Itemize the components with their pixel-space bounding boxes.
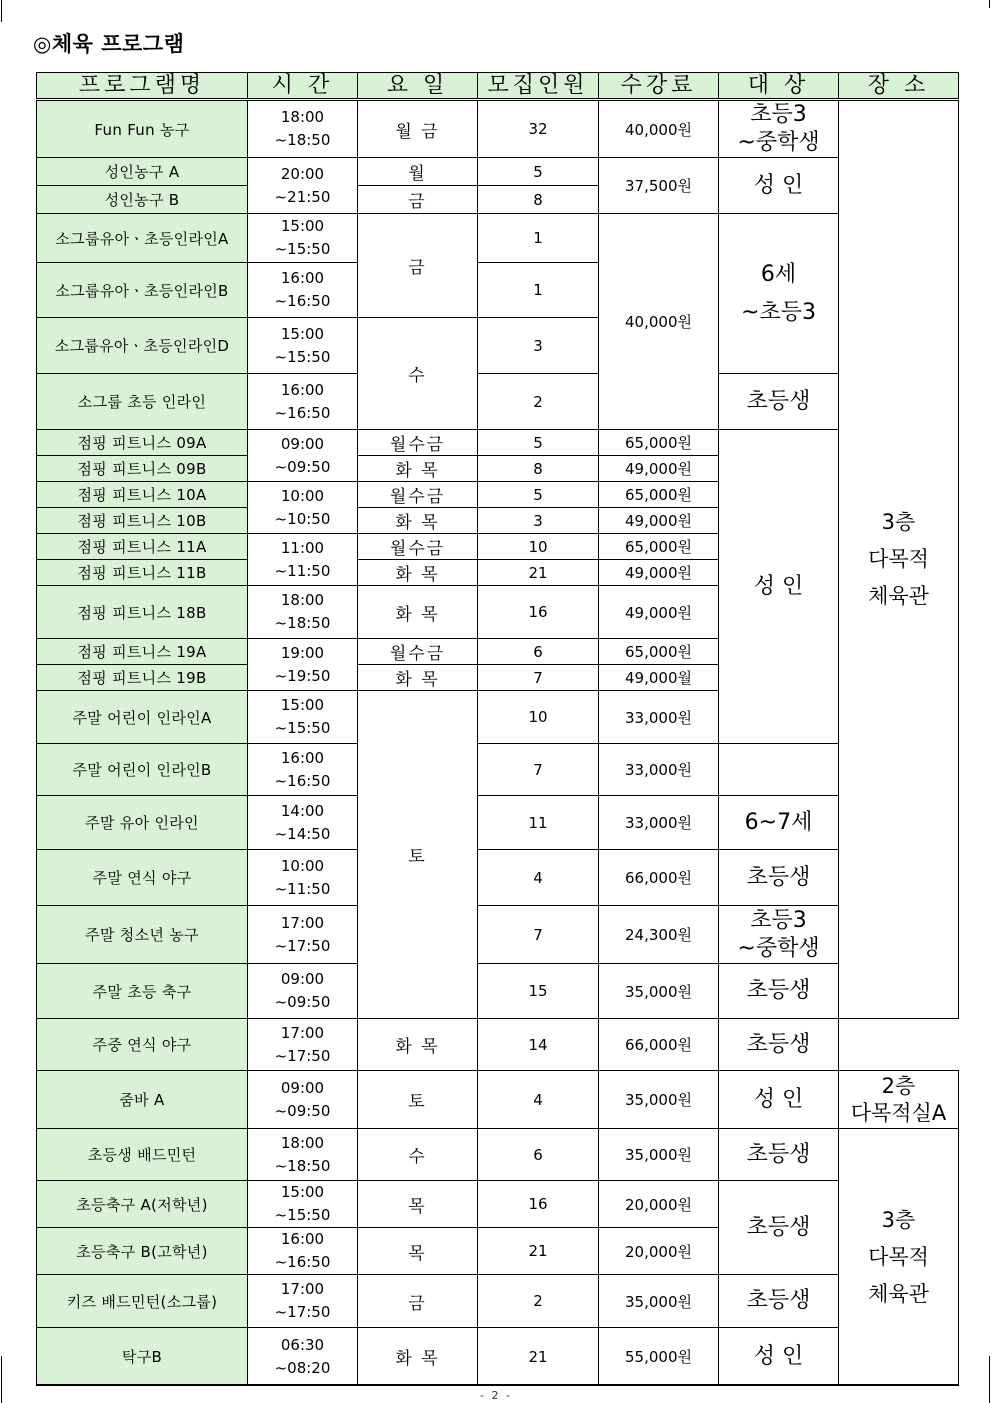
program-time: [248, 744, 358, 796]
program-day: 목: [358, 1181, 478, 1228]
time-start: 17:00: [280, 913, 325, 932]
program-time: [248, 100, 358, 158]
program-name: 점핑 피트니스 18B: [37, 586, 248, 639]
program-capacity: 1: [478, 263, 599, 318]
program-name: 점핑 피트니스 09B: [37, 456, 248, 482]
table-header-row: [37, 73, 959, 100]
time-start: 17:00: [280, 1280, 325, 1298]
program-target: [719, 906, 839, 964]
program-day: 월수금: [358, 482, 478, 508]
program-fee: 24,300원: [599, 906, 719, 964]
program-day: 화 목: [358, 665, 478, 691]
program-name: 점핑 피트니스 11A: [37, 534, 248, 560]
time-end: ~16:50: [274, 1253, 331, 1271]
program-name: 주말 초등 축구: [37, 964, 248, 1019]
program-time: [248, 1129, 358, 1181]
table-row: [37, 850, 959, 906]
column-header-time: 시 간: [248, 73, 358, 100]
program-fee: 35,000원: [599, 964, 719, 1019]
program-fee: 33,000원: [599, 691, 719, 744]
time-start: 16:00: [280, 380, 325, 399]
program-time: [248, 796, 358, 850]
place-line: 다목적실A: [850, 1100, 947, 1125]
table-row: [37, 158, 959, 186]
program-fee: 65,000원: [599, 482, 719, 508]
time-start: 15:00: [280, 1183, 325, 1201]
time-start: 15:00: [280, 217, 325, 235]
time-start: 19:00: [280, 643, 325, 662]
program-target: 성 인: [719, 158, 839, 214]
program-place: [839, 100, 959, 1019]
program-target: [719, 100, 839, 158]
program-day: 화 목: [358, 1019, 478, 1071]
time-end: ~18:50: [274, 131, 331, 149]
program-capacity: 7: [478, 744, 599, 796]
program-day: 월 금: [358, 100, 478, 158]
page-number: - 2 -: [480, 1389, 512, 1402]
time-end: ~08:20: [274, 1358, 331, 1377]
target-line: ~초등3: [741, 299, 816, 325]
table-row: [37, 744, 959, 796]
table-row: [37, 214, 959, 263]
place-line: 체육관: [868, 1281, 929, 1306]
time-end: ~16:50: [274, 292, 331, 310]
table-row: [37, 1275, 959, 1328]
table-row: [37, 100, 959, 158]
program-time: [248, 263, 358, 318]
time-start: 09:00: [280, 970, 325, 988]
time-end: ~10:50: [274, 509, 331, 528]
program-name: 주중 연식 야구: [37, 1019, 248, 1071]
column-header-target: 대 상: [719, 73, 839, 100]
program-capacity: 4: [478, 850, 599, 906]
program-capacity: 3: [478, 508, 599, 534]
program-name: 주말 어린이 인라인B: [37, 744, 248, 796]
time-start: 06:30: [280, 1335, 325, 1354]
place-line: 3층: [881, 1207, 916, 1232]
left-margin-mark: [1, 0, 2, 22]
table-row: [37, 1071, 959, 1129]
program-day: 수: [358, 1129, 478, 1181]
place-line: 2층: [881, 1073, 916, 1098]
program-day: 화 목: [358, 560, 478, 586]
program-fee: 49,000원: [599, 508, 719, 534]
program-capacity: 8: [478, 456, 599, 482]
program-schedule-table: [36, 72, 959, 1386]
program-target: 성 인: [719, 430, 839, 744]
program-time: [248, 850, 358, 906]
program-time: [248, 1228, 358, 1275]
time-start: 15:00: [280, 324, 325, 343]
program-fee: 20,000원: [599, 1228, 719, 1275]
time-end: ~16:50: [274, 771, 331, 790]
program-fee: 55,000원: [599, 1328, 719, 1386]
program-target: 초등생: [719, 964, 839, 1019]
table-row: [37, 1129, 959, 1181]
program-capacity: 5: [478, 482, 599, 508]
column-header-fee: 수강료: [599, 73, 719, 100]
program-day: 월수금: [358, 534, 478, 560]
program-capacity: 14: [478, 1019, 599, 1071]
program-capacity: 7: [478, 906, 599, 964]
time-start: 18:00: [280, 591, 325, 609]
time-start: 10:00: [280, 856, 325, 875]
time-end: ~19:50: [274, 666, 331, 685]
program-fee: 35,000원: [599, 1275, 719, 1328]
time-end: ~17:50: [274, 1303, 331, 1321]
time-end: ~15:50: [274, 240, 331, 258]
program-fee: 65,000원: [599, 430, 719, 456]
program-name: 키즈 배드민턴(소그룹): [37, 1275, 248, 1328]
program-day: 화 목: [358, 456, 478, 482]
program-day: 토: [358, 691, 478, 1019]
table-row: [37, 906, 959, 964]
program-name: 점핑 피트니스 11B: [37, 560, 248, 586]
time-start: 17:00: [280, 1023, 325, 1042]
program-time: [248, 586, 358, 639]
program-fee: 65,000원: [599, 534, 719, 560]
time-start: 11:00: [280, 538, 325, 557]
program-capacity: 16: [478, 586, 599, 639]
program-target: 초등생: [719, 1019, 839, 1071]
program-fee: 65,000원: [599, 639, 719, 665]
program-name: 초등생 배드민턴: [37, 1129, 248, 1181]
program-name: 소그룹 초등 인라인: [37, 374, 248, 430]
column-header-day: 요 일: [358, 73, 478, 100]
table-row: [37, 430, 959, 456]
program-name: 주말 청소년 농구: [37, 906, 248, 964]
program-day: 수: [358, 318, 478, 430]
program-place: [839, 1071, 959, 1129]
column-header-place: 장 소: [839, 73, 959, 100]
time-start: 18:00: [280, 1133, 325, 1152]
place-line: 다목적: [868, 547, 929, 571]
time-end: ~17:50: [274, 1046, 331, 1065]
time-end: ~15:50: [274, 1206, 331, 1224]
time-start: 16:00: [280, 748, 325, 767]
program-time: [248, 534, 358, 586]
program-capacity: 21: [478, 1228, 599, 1275]
target-line: 초등3: [750, 102, 807, 127]
program-time: [248, 430, 358, 482]
program-name: 점핑 피트니스 10B: [37, 508, 248, 534]
program-capacity: 1: [478, 214, 599, 263]
bottom-rule: [36, 1384, 958, 1385]
program-capacity: 8: [478, 186, 599, 214]
program-capacity: 5: [478, 430, 599, 456]
program-day: 금: [358, 1275, 478, 1328]
program-name: 점핑 피트니스 10A: [37, 482, 248, 508]
program-time: [248, 214, 358, 263]
program-capacity: 21: [478, 560, 599, 586]
program-target: [719, 214, 839, 374]
page-title: ◎체육 프로그램: [33, 32, 185, 56]
program-day: 토: [358, 1071, 478, 1129]
program-time: [248, 374, 358, 430]
program-fee: 40,000원: [599, 214, 719, 430]
target-line: ~중학생: [737, 130, 820, 155]
program-name: 성인농구 B: [37, 186, 248, 214]
target-line: 초등3: [750, 907, 807, 933]
program-fee: 40,000원: [599, 100, 719, 158]
time-start: 09:00: [280, 1078, 325, 1097]
program-fee: 49,000원: [599, 586, 719, 639]
time-end: ~18:50: [274, 1156, 331, 1175]
program-fee: 33,000원: [599, 744, 719, 796]
time-start: 15:00: [280, 696, 325, 714]
program-name: 점핑 피트니스 19A: [37, 639, 248, 665]
program-fee: 66,000원: [599, 850, 719, 906]
program-name: 성인농구 A: [37, 158, 248, 186]
program-capacity: 15: [478, 964, 599, 1019]
time-start: 10:00: [280, 486, 325, 505]
program-name: 점핑 피트니스 19B: [37, 665, 248, 691]
program-target: 초등생: [719, 1129, 839, 1181]
program-name: 주말 연식 야구: [37, 850, 248, 906]
program-fee: 49,000원: [599, 560, 719, 586]
program-target: 초등생: [719, 1181, 839, 1275]
program-capacity: 16: [478, 1181, 599, 1228]
table-row: [37, 964, 959, 1019]
program-time: [248, 158, 358, 214]
program-name: 점핑 피트니스 09A: [37, 430, 248, 456]
program-fee: 35,000원: [599, 1071, 719, 1129]
program-capacity: 21: [478, 1328, 599, 1386]
time-end: ~16:50: [274, 403, 331, 422]
program-time: [248, 318, 358, 374]
program-name: Fun Fun 농구: [37, 100, 248, 158]
program-place: [839, 1129, 959, 1386]
program-day: 목: [358, 1228, 478, 1275]
program-time: [248, 1019, 358, 1071]
program-name: 초등축구 A(저학년): [37, 1181, 248, 1228]
program-name: 주말 어린이 인라인A: [37, 691, 248, 744]
program-name: 줌바 A: [37, 1071, 248, 1129]
program-day: 월: [358, 158, 478, 186]
program-fee: 35,000원: [599, 1129, 719, 1181]
program-capacity: 5: [478, 158, 599, 186]
program-day: 월수금: [358, 639, 478, 665]
program-name: 초등축구 B(고학년): [37, 1228, 248, 1275]
time-start: 16:00: [280, 1230, 325, 1248]
table-row: [37, 796, 959, 850]
program-name: 탁구B: [37, 1328, 248, 1386]
place-line: 체육관: [868, 584, 929, 608]
program-time: [248, 1328, 358, 1386]
program-capacity: 4: [478, 1071, 599, 1129]
program-fee: 20,000원: [599, 1181, 719, 1228]
target-line: 6세: [760, 261, 797, 287]
program-name: 소그룹유아ㆍ초등인라인B: [37, 263, 248, 318]
program-fee: 66,000원: [599, 1019, 719, 1071]
program-time: [248, 1071, 358, 1129]
program-time: [248, 639, 358, 691]
column-header-capacity: 모집인원: [478, 73, 599, 100]
program-capacity: 7: [478, 665, 599, 691]
program-capacity: 10: [478, 534, 599, 560]
table-row: [37, 374, 959, 430]
program-name: 소그룹유아ㆍ초등인라인A: [37, 214, 248, 263]
program-target: 초등생: [719, 850, 839, 906]
program-target: 초등생: [719, 374, 839, 430]
time-end: ~14:50: [274, 824, 331, 843]
program-time: [248, 906, 358, 964]
program-day: 화 목: [358, 586, 478, 639]
program-capacity: 2: [478, 1275, 599, 1328]
time-end: ~09:50: [274, 993, 331, 1011]
target-line: ~중학생: [737, 935, 820, 961]
time-end: ~09:50: [274, 457, 331, 476]
program-day: 금: [358, 186, 478, 214]
program-day: 금: [358, 214, 478, 318]
program-day: 화 목: [358, 1328, 478, 1386]
program-capacity: 32: [478, 100, 599, 158]
right-margin-mark: [989, 0, 990, 8]
time-end: ~15:50: [274, 347, 331, 366]
time-end: ~18:50: [274, 614, 331, 632]
program-time: [248, 482, 358, 534]
table-row: [37, 1019, 959, 1071]
program-capacity: 3: [478, 318, 599, 374]
time-start: 09:00: [280, 434, 325, 453]
time-end: ~17:50: [274, 936, 331, 955]
program-target: 6~7세: [719, 796, 839, 850]
program-target: 성 인: [719, 1071, 839, 1129]
program-capacity: 10: [478, 691, 599, 744]
place-line: 다목적: [868, 1244, 929, 1269]
program-capacity: 2: [478, 374, 599, 430]
program-fee: 49,000원: [599, 456, 719, 482]
program-capacity: 6: [478, 639, 599, 665]
program-time: [248, 1275, 358, 1328]
program-time: [248, 691, 358, 744]
program-target: 성 인: [719, 1328, 839, 1386]
program-capacity: 6: [478, 1129, 599, 1181]
table-row: [37, 1328, 959, 1386]
time-start: 20:00: [280, 164, 325, 183]
program-target: 초등생: [719, 1275, 839, 1328]
time-end: ~11:50: [274, 879, 331, 898]
time-start: 16:00: [280, 269, 325, 287]
program-name: 소그룹유아ㆍ초등인라인D: [37, 318, 248, 374]
program-fee: 37,500원: [599, 158, 719, 214]
program-name: 주말 유아 인라인: [37, 796, 248, 850]
program-capacity: 11: [478, 796, 599, 850]
place-line: 3층: [881, 510, 916, 534]
program-time: [248, 1181, 358, 1228]
time-end: ~11:50: [274, 561, 331, 580]
table-row: [37, 1181, 959, 1228]
program-day: 화 목: [358, 508, 478, 534]
time-end: ~21:50: [274, 187, 331, 206]
time-end: ~09:50: [274, 1101, 331, 1120]
time-start: 14:00: [280, 801, 325, 820]
program-fee: 49,000월: [599, 665, 719, 691]
program-fee: 33,000원: [599, 796, 719, 850]
time-start: 18:00: [280, 108, 325, 126]
time-end: ~15:50: [274, 719, 331, 737]
column-header-program-name: 프로그램명: [37, 73, 248, 100]
program-day: 월수금: [358, 430, 478, 456]
program-time: [248, 964, 358, 1019]
